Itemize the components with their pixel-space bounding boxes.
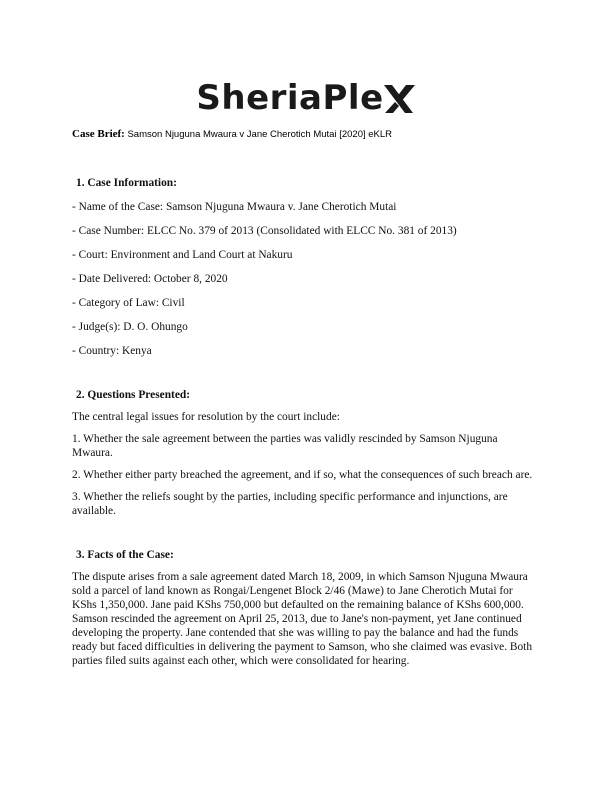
x-logo-mark-icon: [382, 83, 416, 120]
facts-heading: 3. Facts of the Case:: [76, 549, 174, 561]
case-info-item: - Country: Kenya: [72, 345, 152, 357]
case-brief-label: Case Brief:: [72, 128, 125, 140]
case-info-item: - Name of the Case: Samson Njuguna Mwaura v. Jane Cherotich Mutai: [72, 201, 397, 213]
questions-presented-section: [72, 388, 540, 518]
question-item: 1. Whether the sale agreement between the parties was validly rescinded by Samson Njuguna Mwaura.: [72, 433, 498, 459]
questions-intro: The central legal issues for resolution by the court include:: [72, 411, 340, 423]
case-info-item: - Court: Environment and Land Court at Nakuru: [72, 249, 293, 261]
sheriaplex-logo: [0, 78, 612, 120]
facts-body: The dispute arises from a sale agreement dated March 18, 2009, in which Samson Njuguna Mwaura sold a parcel of land known as Rongai/Lengenet Block 2/46 (Mawe) to Jane Cherotich Mutai for KShs 1,350,000. Jane paid KShs 750,000 but defaulted on the remaining balance of KShs 600,000. Samson rescinded the agreement on April 25, 2013, due to Jane's non-payment, yet Jane continued developing the property. Jane contended that she was willing to pay the balance and had the funds ready but faced difficulties in delivering the payment to Samson, who she claimed was evasive. Both parties filed suits against each other, which were consolidated for hearing.: [72, 571, 533, 667]
question-item: 3. Whether the reliefs sought by the parties, including specific performance and injunctions, are available.: [72, 491, 508, 517]
questions-presented-heading: 2. Questions Presented:: [76, 389, 191, 401]
case-info-item: - Date Delivered: October 8, 2020: [72, 273, 228, 285]
case-information-section: [72, 176, 540, 358]
case-information-heading: 1. Case Information:: [76, 177, 177, 189]
case-info-item: - Judge(s): D. O. Ohungo: [72, 321, 188, 333]
case-brief-line: [72, 128, 392, 140]
section-spacer: [72, 518, 540, 548]
logo-wordmark: SheriaPle: [196, 78, 384, 118]
case-info-item: - Category of Law: Civil: [72, 297, 185, 309]
brief-content: [72, 176, 540, 668]
facts-section: [72, 548, 540, 668]
section-spacer: [72, 358, 540, 388]
question-item: 2. Whether either party breached the agreement, and if so, what the consequences of such breach are.: [72, 469, 533, 481]
case-info-item: - Case Number: ELCC No. 379 of 2013 (Consolidated with ELCC No. 381 of 2013): [72, 225, 457, 237]
case-brief-title: Samson Njuguna Mwaura v Jane Cherotich Mutai [2020] eKLR: [127, 129, 393, 140]
